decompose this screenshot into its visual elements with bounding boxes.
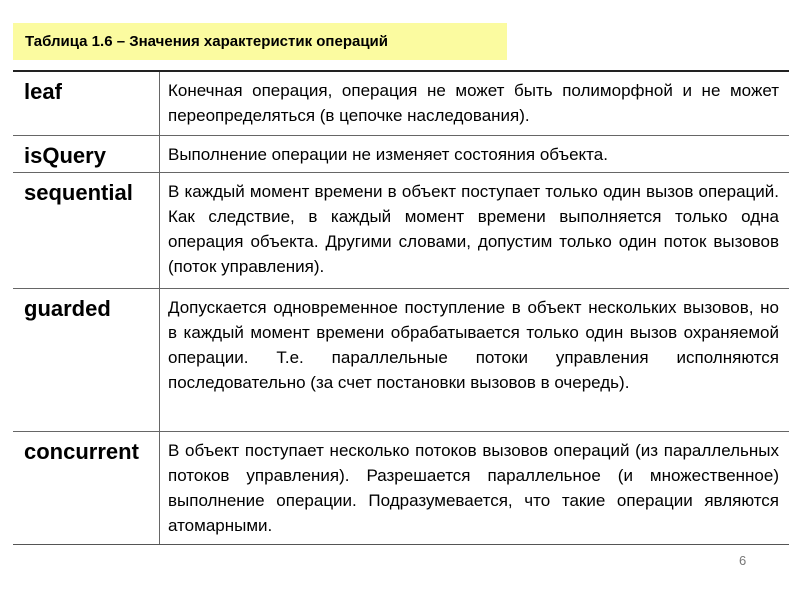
- table-row-isquery: [13, 136, 789, 173]
- term-cell: isQuery: [13, 136, 160, 172]
- term-cell: leaf: [13, 72, 160, 135]
- table-caption: [13, 23, 507, 60]
- description-cell: Выполнение операции не изменяет состояния объекта.: [168, 145, 608, 164]
- description-cell: Допускается одновременное поступление в объект нескольких вызовов, но в каждый момент времени обрабатывается только один вызов охраняемой операции. Т.е. параллельные потоки управления исполняются последовательно (за счет постановки вызовов в очередь).: [168, 298, 779, 392]
- table-caption-text: Таблица 1.6 – Значения характеристик операций: [25, 33, 388, 50]
- term-cell: concurrent: [13, 432, 160, 544]
- table-row-sequential: [13, 173, 789, 289]
- description-cell: Конечная операция, операция не может быть полиморфной и не может переопределяться (в цепочке наследования).: [168, 81, 779, 125]
- operations-table: [13, 70, 789, 545]
- table-row-guarded: [13, 289, 789, 432]
- table-row-concurrent: [13, 432, 789, 545]
- page-number: 6: [739, 553, 747, 568]
- description-cell: В объект поступает несколько потоков вызовов операций (из параллельных потоков управления). Разрешается параллельное (и множественное) выполнение операции. Подразумевается, что такие операции являются атомарными.: [168, 441, 779, 535]
- description-cell: В каждый момент времени в объект поступает только один вызов операций. Как следствие, в каждый момент времени выполняется только одна операция объекта. Другими словами, допустим только один поток вызовов (поток управления).: [168, 182, 779, 276]
- term-cell: sequential: [13, 173, 160, 288]
- table-row-leaf: [13, 72, 789, 136]
- term-cell: guarded: [13, 289, 160, 431]
